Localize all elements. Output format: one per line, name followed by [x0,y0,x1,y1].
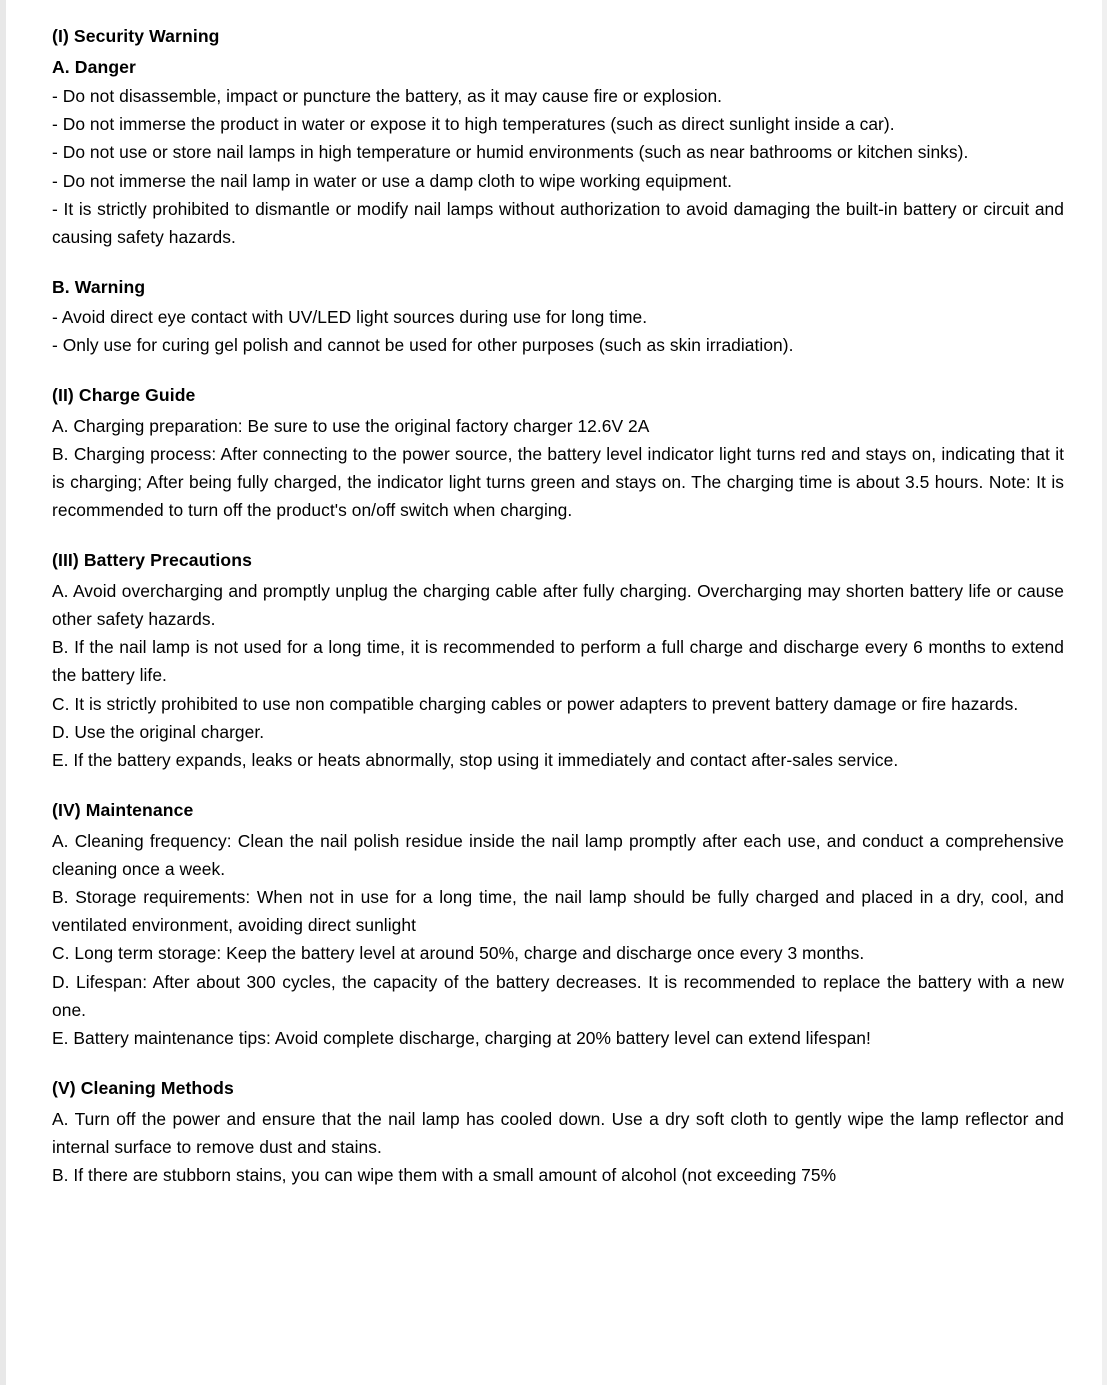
paragraph: B. Storage requirements: When not in use for a long time, the nail lamp should be fully charged and placed in a dry, cool, and ventilated environment, avoiding direct sunlight [52,886,1064,936]
paragraph: E. Battery maintenance tips: Avoid complete discharge, charging at 20% battery level can extend lifespan! [52,1027,871,1048]
paragraph: B. Charging process: After connecting to the power source, the battery level indicator light turns red and stays on, indicating that it is charging; After being fully charged, the indicator light turns green and stays on. The charging time is about 3.5 hours. Note: It is recommended to turn off the product's on/off switch when charging. [52,443,1064,521]
page-left-edge [0,0,6,1385]
paragraph: - Only use for curing gel polish and cannot be used for other purposes (such as skin irradiation). [52,334,794,355]
paragraph: - Do not immerse the nail lamp in water or use a damp cloth to wipe working equipment. [52,170,732,191]
section-spacer [52,1052,1064,1074]
section-cleaning-methods [52,1074,1064,1189]
document-body [52,22,1064,1189]
paragraph: B. If there are stubborn stains, you can wipe them with a small amount of alcohol (not exceeding 75% [52,1164,837,1185]
paragraph: - It is strictly prohibited to dismantle or modify nail lamps without authorization to avoid damaging the built-in battery or circuit and causing safety hazards. [52,198,1064,247]
section-spacer [52,359,1064,381]
page-right-edge [1102,0,1107,1385]
section-heading: (V) Cleaning Methods [52,1078,234,1099]
section-spacer [52,524,1064,546]
paragraph: A. Charging preparation: Be sure to use the original factory charger 12.6V 2A [52,415,650,436]
section-battery-precautions [52,546,1064,774]
paragraph-spacer [52,251,1064,273]
section-maintenance [52,796,1064,1052]
subsection-heading-warning: B. Warning [52,277,146,298]
paragraph: A. Avoid overcharging and promptly unplug the charging cable after fully charging. Overcharging may shorten battery life or cause other safety hazards. [52,580,1064,629]
section-charge-guide [52,381,1064,524]
section-heading: (III) Battery Precautions [52,550,252,571]
paragraph: E. If the battery expands, leaks or heats abnormally, stop using it immediately and contact after-sales service. [52,749,899,770]
paragraph: C. It is strictly prohibited to use non compatible charging cables or power adapters to prevent battery damage or fire hazards. [52,693,1019,714]
paragraph: B. If the nail lamp is not used for a long time, it is recommended to perform a full charge and discharge every 6 months to extend the battery life. [52,637,1064,686]
subsection-heading-danger: A. Danger [52,56,136,77]
section-heading: (IV) Maintenance [52,800,194,821]
section-heading: (II) Charge Guide [52,385,196,405]
paragraph: D. Lifespan: After about 300 cycles, the capacity of the battery decreases. It is recommended to replace the battery with a new one. [52,971,1064,1020]
paragraph: - Do not use or store nail lamps in high temperature or humid environments (such as near bathrooms or kitchen sinks). [52,142,969,163]
section-security-warning [52,22,1064,359]
paragraph: C. Long term storage: Keep the battery level at around 50%, charge and discharge once every 3 months. [52,943,865,964]
paragraph: A. Turn off the power and ensure that the nail lamp has cooled down. Use a dry soft cloth to gently wipe the lamp reflector and internal surface to remove dust and stains. [52,1108,1064,1157]
paragraph: A. Cleaning frequency: Clean the nail polish residue inside the nail lamp promptly after each use, and conduct a comprehensive cleaning once a week. [52,830,1064,879]
paragraph: D. Use the original charger. [52,721,265,742]
paragraph: - Do not disassemble, impact or puncture the battery, as it may cause fire or explosion. [52,86,723,106]
paragraph: - Avoid direct eye contact with UV/LED light sources during use for long time. [52,306,648,327]
section-heading: (I) Security Warning [52,26,220,46]
paragraph: - Do not immerse the product in water or expose it to high temperatures (such as direct sunlight inside a car). [52,114,895,135]
section-spacer [52,774,1064,796]
